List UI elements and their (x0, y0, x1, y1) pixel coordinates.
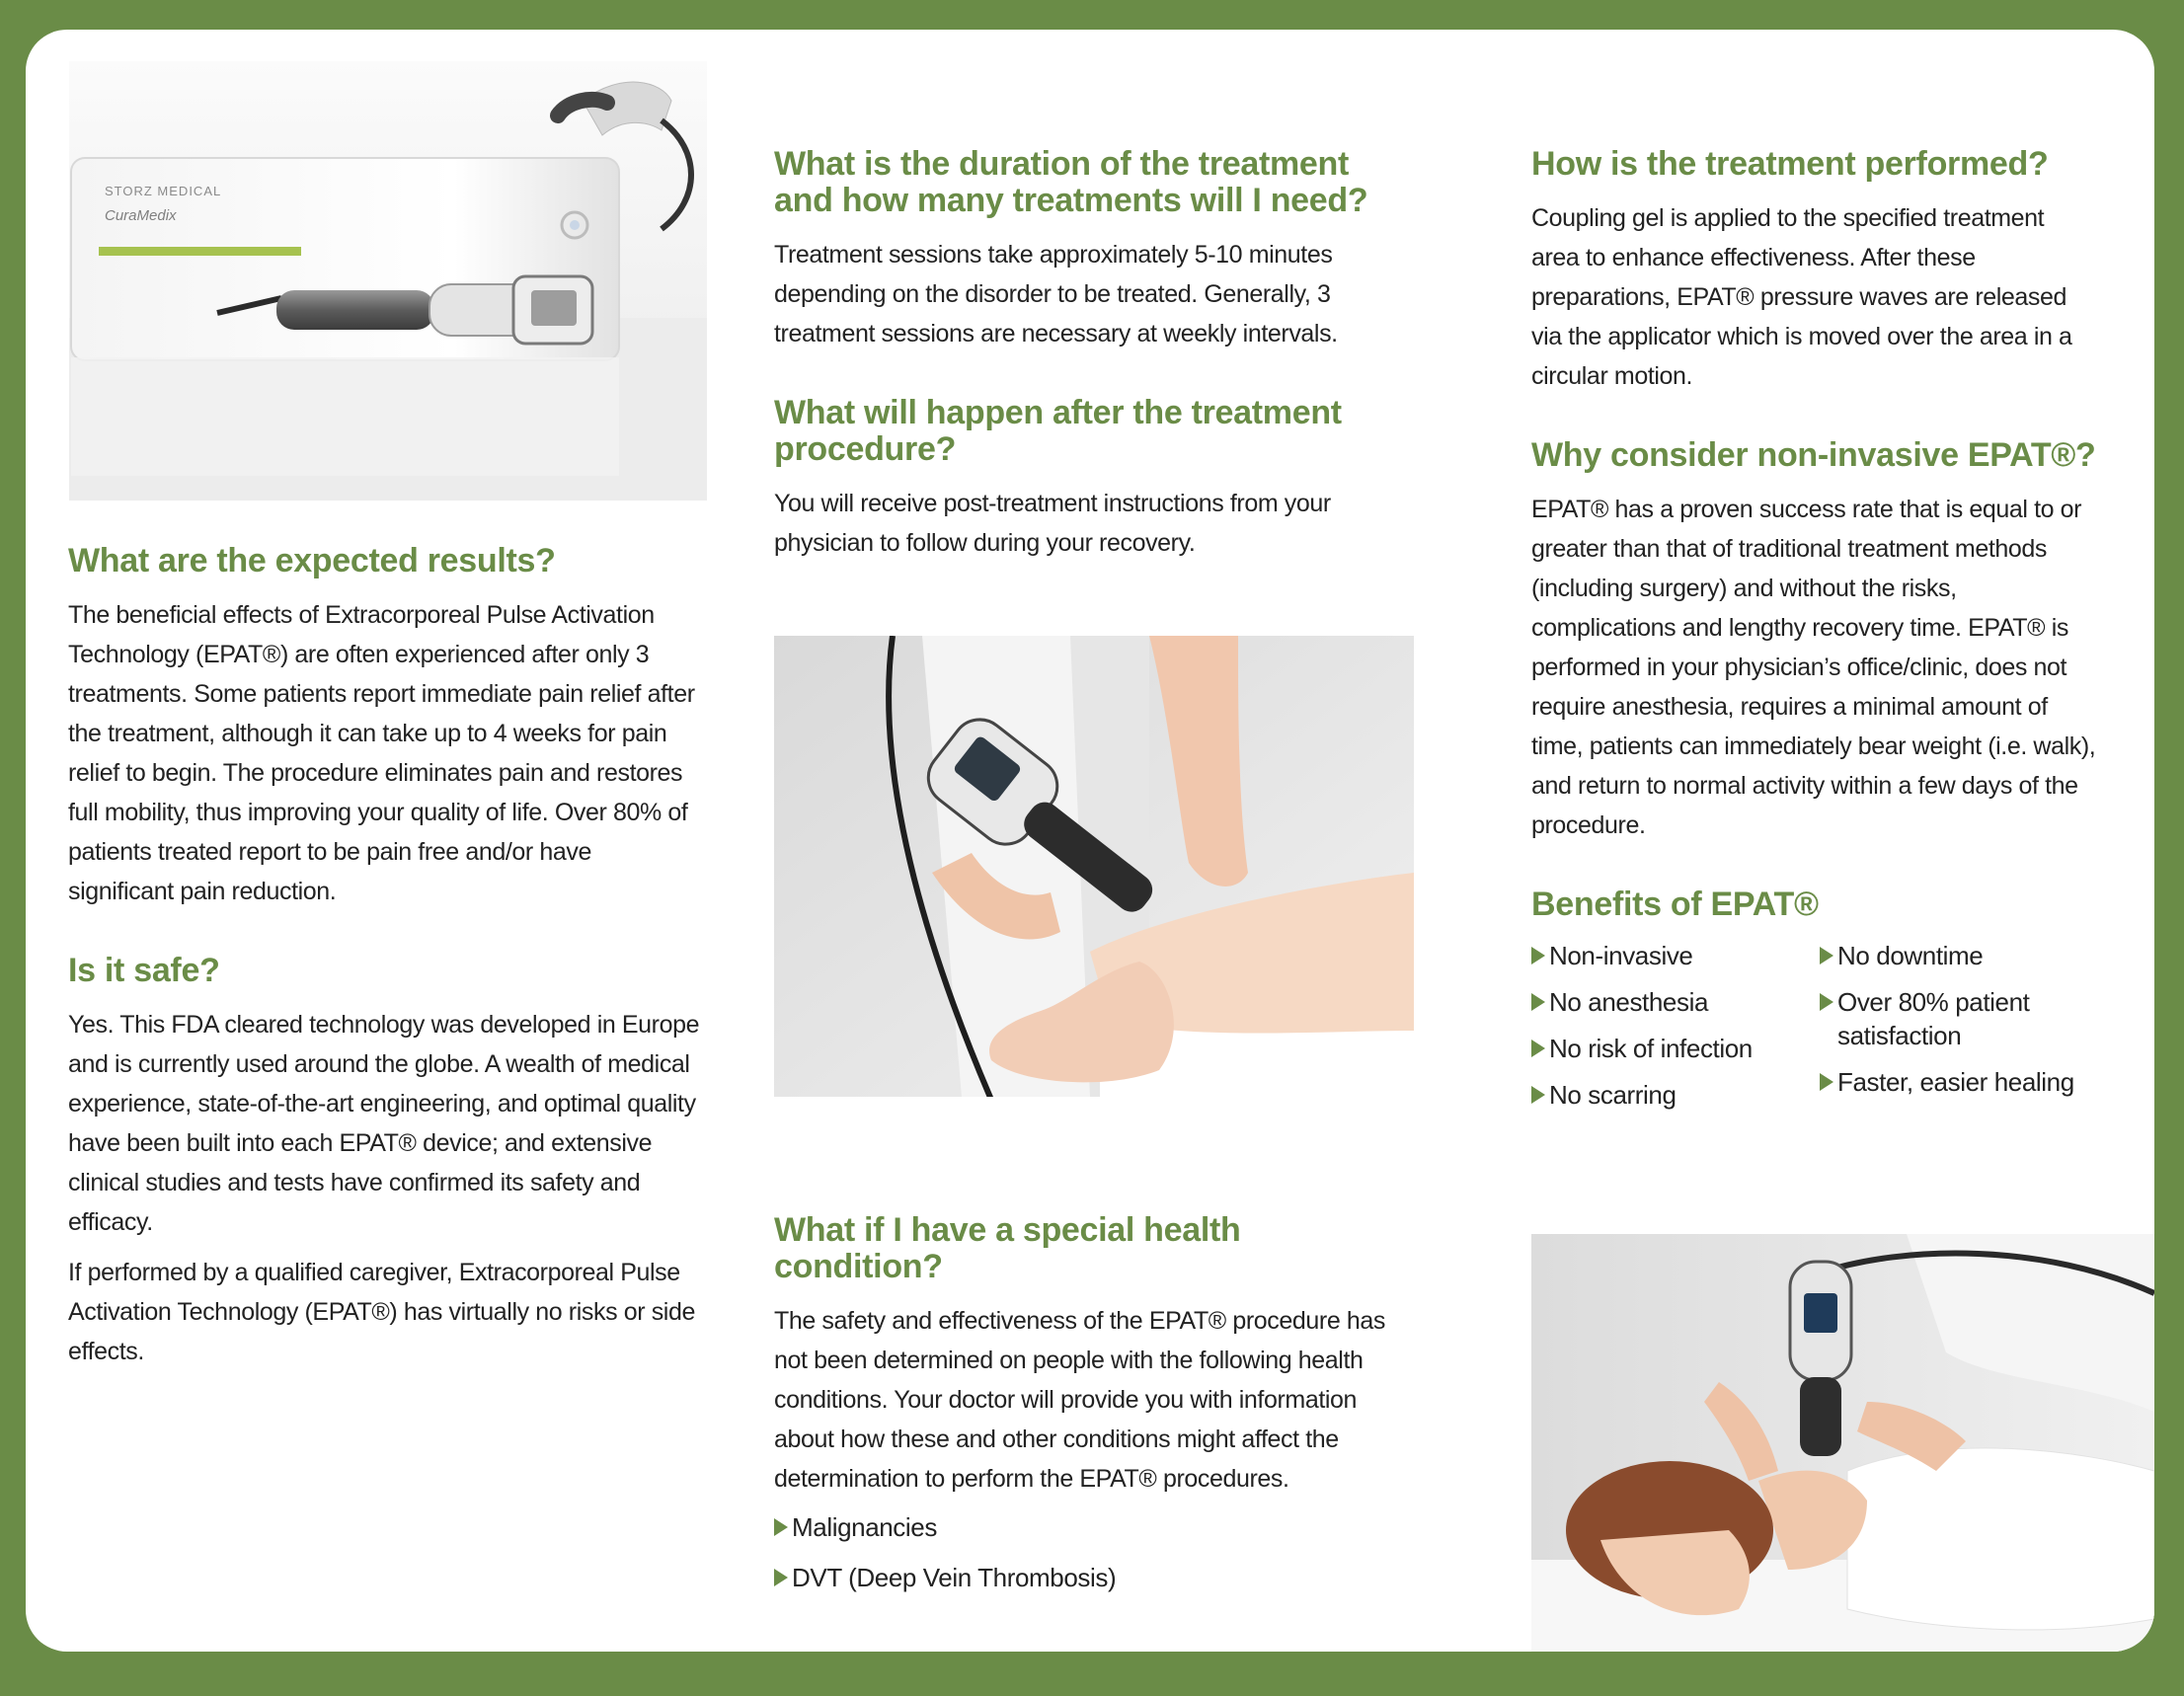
bullet-arrow-icon (1820, 947, 1833, 964)
column-2-bottom-text (774, 1212, 1416, 1594)
benefit-item (1531, 1032, 1818, 1065)
how-performed-heading: How is the treatment performed? (1531, 145, 2049, 183)
device-brand-label: STORZ MEDICAL (105, 184, 222, 198)
benefit-item (1820, 1065, 2086, 1099)
bullet-arrow-icon (1820, 1073, 1833, 1091)
special-condition-body: The safety and effectiveness of the EPAT® procedure has not been determined on people with the following health conditions. Your doctor will provide you with information about how these and other conditions might affect the determination to perform the EPAT® procedures. (774, 1307, 1386, 1493)
expected-results-heading: What are the expected results? (68, 542, 556, 579)
column-1-text (68, 543, 700, 1371)
bullet-arrow-icon (1531, 993, 1545, 1011)
conditions-list (774, 1510, 1416, 1594)
why-epat-body: EPAT® has a proven success rate that is equal to or greater than that of traditional treatment methods (including surgery) and without the risks, complications and lengthy recovery time. EPAT® is performed in your physician’s office/clinic, does not require anesthesia, requires a minimal amount of time, patients can immediately bear weight (i.e. walk), and return to normal activity within a few days of the procedure. (1531, 496, 2096, 839)
neck-treatment-photo (1531, 1234, 2154, 1652)
foot-treatment-photo (774, 636, 1414, 1097)
brochure-page (26, 30, 2154, 1652)
duration-heading: What is the duration of the treatment and how many treatments will I need? (774, 145, 1368, 219)
is-it-safe-body-1: Yes. This FDA cleared technology was developed in Europe and is currently used around the globe. A wealth of medical experience, state-of-the-art engineering, and optimal quality have been built into each EPAT® device; and extensive clinical studies and tests have confirmed its safety and efficacy. (68, 1011, 700, 1236)
after-treatment-heading: What will happen after the treatment procedure? (774, 394, 1342, 468)
bullet-arrow-icon (1531, 1040, 1545, 1057)
benefit-item-label: No downtime (1837, 941, 1984, 970)
bullet-arrow-icon (1531, 947, 1545, 964)
condition-item-label: DVT (Deep Vein Thrombosis) (792, 1563, 1117, 1592)
benefit-item (1531, 985, 1818, 1019)
benefit-item-label: Non-invasive (1549, 941, 1693, 970)
condition-item (774, 1510, 1416, 1544)
bullet-arrow-icon (774, 1518, 788, 1536)
expected-results-body: The beneficial effects of Extracorporeal Pulse Activation Technology (EPAT®) are often experienced after only 3 treatments. Some patients report immediate pain relief after the treatment, although it can take up to 4 weeks for pain relief to begin. The procedure eliminates pain and restores full mobility, thus improving your quality of life. Over 80% of patients treated report to be pain free and/or have significant pain reduction. (68, 601, 695, 905)
benefit-item-label: No anesthesia (1549, 987, 1709, 1017)
duration-body: Treatment sessions take approximately 5-10 minutes depending on the disorder to be treated. Generally, 3 treatment sessions are necessary at weekly intervals. (774, 241, 1338, 347)
bullet-arrow-icon (774, 1569, 788, 1586)
condition-item (774, 1561, 1416, 1594)
benefit-item-label: Over 80% patient satisfaction (1837, 987, 2030, 1050)
benefit-item-label: No scarring (1549, 1080, 1677, 1110)
benefit-item (1531, 1078, 1818, 1112)
benefits-right-column (1820, 939, 2086, 1099)
bullet-arrow-icon (1820, 993, 1833, 1011)
after-treatment-body: You will receive post-treatment instructions from your physician to follow during your recovery. (774, 490, 1331, 557)
special-condition-heading: What if I have a special health condition? (774, 1211, 1241, 1285)
is-it-safe-body-2: If performed by a qualified caregiver, Extracorporeal Pulse Activation Technology (EPAT®) has virtually no risks or side effects. (68, 1259, 695, 1365)
why-epat-heading: Why consider non-invasive EPAT®? (1531, 436, 2096, 474)
is-it-safe-heading: Is it safe? (68, 952, 220, 989)
condition-item-label: Malignancies (792, 1512, 937, 1542)
column-3-text (1531, 146, 2124, 1126)
benefit-item-label: No risk of infection (1549, 1034, 1753, 1063)
device-model-label: CuraMedix (105, 207, 177, 224)
benefit-item (1531, 939, 1818, 972)
column-2-top-text (774, 146, 1402, 563)
benefits-list (1531, 939, 2124, 1126)
device-photo (69, 61, 707, 501)
benefits-left-column (1531, 939, 1818, 1112)
benefits-heading: Benefits of EPAT® (1531, 886, 1819, 923)
benefit-item (1820, 985, 2086, 1052)
bullet-arrow-icon (1531, 1086, 1545, 1104)
benefit-item (1820, 939, 2086, 972)
benefit-item-label: Faster, easier healing (1837, 1067, 2074, 1097)
how-performed-body: Coupling gel is applied to the specified treatment area to enhance effectiveness. After these preparations, EPAT® pressure waves are released via the applicator which is moved over the area in a circular motion. (1531, 204, 2072, 390)
